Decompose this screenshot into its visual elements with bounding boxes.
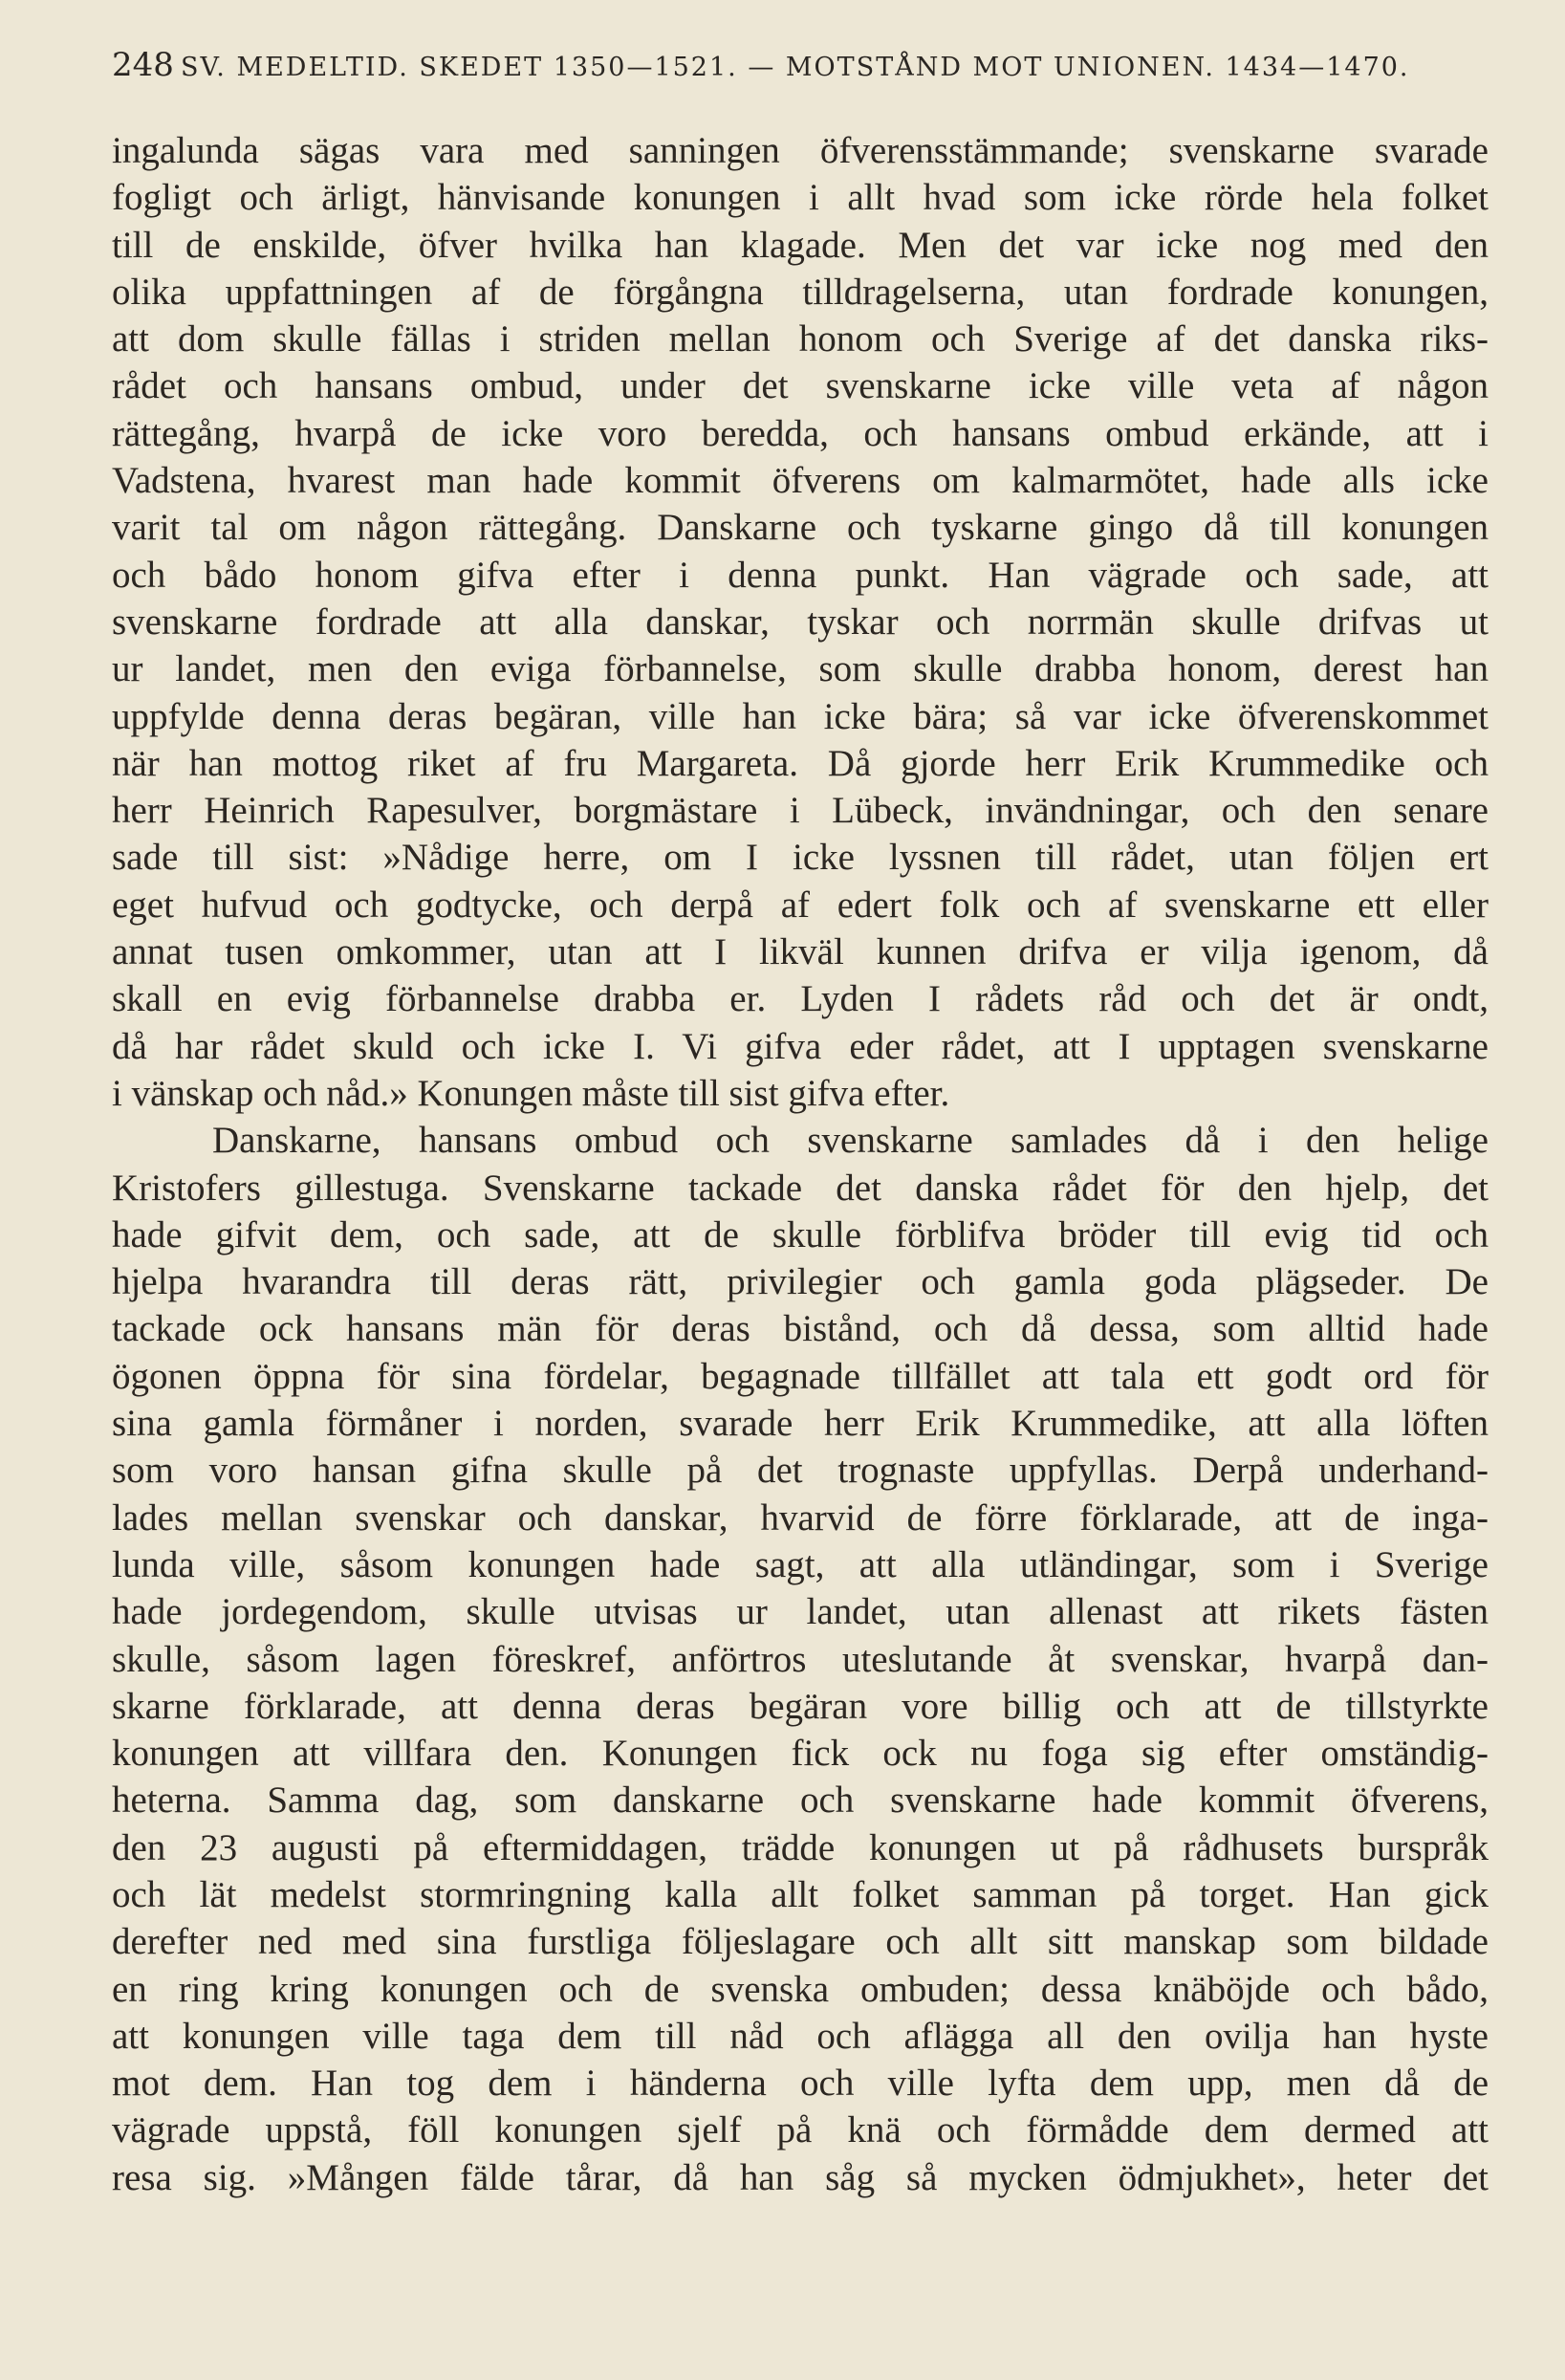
- running-title: SV. MEDELTID. SKEDET 1350—1521. — MOTSTÅND MOT UNIONEN. 1434—1470.: [181, 53, 1410, 82]
- text-line: skarne förklarade, att denna deras begäran vore billig och att de tillstyrkte: [112, 1685, 1489, 1727]
- text-line: och bådo honom gifva efter i denna punkt. Han vägrade och sade, att: [112, 554, 1489, 596]
- text-line: som voro hansan gifna skulle på det trognaste uppfyllas. Derpå underhand-: [112, 1450, 1489, 1492]
- text-line: sina gamla förmåner i norden, svarade herr Erik Krummedike, att alla löften: [112, 1403, 1489, 1445]
- text-line: olika uppfattningen af de förgångna tilldragelserna, utan fordrade konungen,: [112, 271, 1489, 313]
- text-line: Vadstena, hvarest man hade kommit öfverens om kalmarmötet, hade alls icke: [112, 460, 1489, 502]
- text-line: hade gifvit dem, och sade, att de skulle förblifva bröder till evig tid och: [112, 1213, 1489, 1256]
- text-line: sade till sist: »Nådige herre, om I icke lyssnen till rådet, utan följen ert: [112, 837, 1489, 879]
- text-line: Kristofers gillestuga. Svenskarne tackade det danska rådet för den hjelp, det: [112, 1167, 1489, 1209]
- text-line: heterna. Samma dag, som danskarne och svenskarne hade kommit öfverens,: [112, 1780, 1489, 1822]
- text-line: svenskarne fordrade att alla danskar, tyskar och norrmän skulle drifvas ut: [112, 600, 1489, 643]
- text-line: resa sig. »Mången fälde tårar, då han såg så mycken ödmjukhet», heter det: [112, 2156, 1489, 2198]
- text-line: fogligt och ärligt, hänvisande konungen i allt hvad som icke rörde hela folket: [112, 177, 1489, 219]
- text-line: eget hufvud och godtycke, och derpå af edert folk och af svenskarne ett eller: [112, 884, 1489, 926]
- text-line: ögonen öppna för sina fördelar, begagnade tillfället att tala ett godt ord för: [112, 1355, 1489, 1397]
- text-line: vägrade uppstå, föll konungen sjelf på knä och förmådde dem dermed att: [112, 2109, 1489, 2151]
- body-text: [112, 127, 1489, 2201]
- text-line: till de enskilde, öfver hvilka han klagade. Men det var icke nog med den: [112, 224, 1489, 266]
- text-line: tackade ock hansans män för deras bistånd, och då dessa, som alltid hade: [112, 1308, 1489, 1350]
- text-line: ingalunda sägas vara med sanningen öfverensstämmande; svenskarne svarade: [112, 130, 1489, 171]
- text-line: derefter ned med sina furstliga följeslagare och allt sitt manskap som bildade: [112, 1921, 1489, 1963]
- text-line: i vänskap och nåd.» Konungen måste till sist gifva efter.: [112, 1072, 950, 1114]
- text-line: varit tal om någon rättegång. Danskarne och tyskarne gingo då till konungen: [112, 507, 1489, 549]
- text-line: hade jordegendom, skulle utvisas ur landet, utan allenast att rikets fästen: [112, 1591, 1489, 1633]
- text-line: annat tusen omkommer, utan att I likväl kunnen drifva er vilja igenom, då: [112, 931, 1489, 973]
- text-line: hjelpa hvarandra till deras rätt, privilegier och gamla goda plägseder. De: [112, 1261, 1489, 1303]
- text-line: uppfylde denna deras begäran, ville han icke bära; så var icke öfverenskommet: [112, 695, 1489, 737]
- text-line: skall en evig förbannelse drabba er. Lyden I rådets råd och det är ondt,: [112, 978, 1489, 1020]
- text-line: herr Heinrich Rapesulver, borgmästare i Lübeck, invändningar, och den senare: [112, 790, 1489, 832]
- text-line: konungen att villfara den. Konungen fick ock nu foga sig efter omständig-: [112, 1733, 1489, 1775]
- text-line: rådet och hansans ombud, under det svenskarne icke ville veta af någon: [112, 365, 1489, 407]
- text-line: när han mottog riket af fru Margareta. Då gjorde herr Erik Krummedike och: [112, 742, 1489, 784]
- text-line: och lät medelst stormringning kalla allt folket samman på torget. Han gick: [112, 1873, 1489, 1915]
- text-line: skulle, såsom lagen föreskref, anförtros uteslutande åt svenskar, hvarpå dan-: [112, 1638, 1489, 1680]
- running-header: [112, 46, 1489, 92]
- text-line: då har rådet skuld och icke I. Vi gifva eder rådet, att I upptagen svenskarne: [112, 1025, 1489, 1067]
- text-line: lades mellan svenskar och danskar, hvarvid de förre förklarade, att de inga-: [112, 1496, 1489, 1539]
- paragraph-start-line: Danskarne, hansans ombud och svenskarne samlades då i den helige: [212, 1120, 1489, 1162]
- text-line: att dom skulle fällas i striden mellan honom och Sverige af det danska riks-: [112, 318, 1489, 360]
- text-line: att konungen ville taga dem till nåd och aflägga all den ovilja han hyste: [112, 2015, 1489, 2057]
- page-number: 248: [112, 46, 174, 84]
- text-line: lunda ville, såsom konungen hade sagt, att alla utländingar, som i Sverige: [112, 1543, 1489, 1585]
- text-line: rättegång, hvarpå de icke voro beredda, och hansans ombud erkände, att i: [112, 412, 1489, 454]
- text-line: mot dem. Han tog dem i händerna och ville lyfta dem upp, men då de: [112, 2063, 1489, 2105]
- text-line: ur landet, men den eviga förbannelse, som skulle drabba honom, derest han: [112, 648, 1489, 690]
- text-line: den 23 augusti på eftermiddagen, trädde konungen ut på rådhusets burspråk: [112, 1826, 1489, 1868]
- text-line: en ring kring konungen och de svenska ombuden; dessa knäböjde och bådo,: [112, 1968, 1489, 2010]
